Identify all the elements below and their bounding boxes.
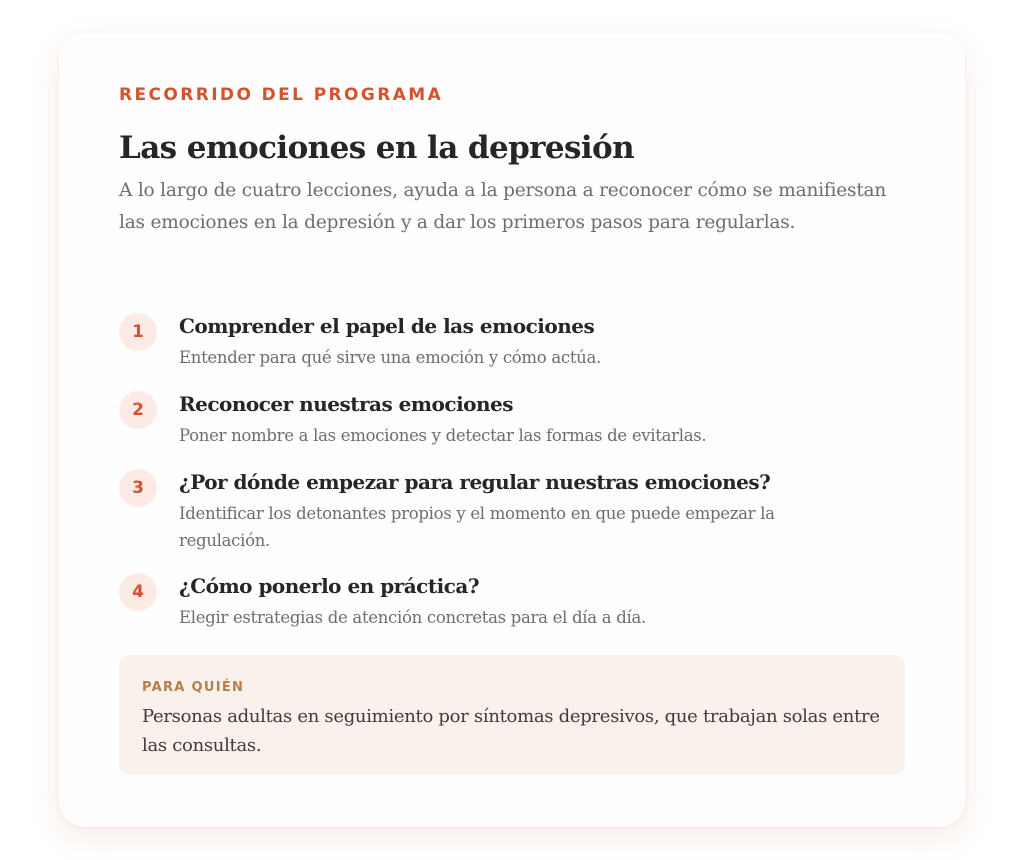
lesson-description: Entender para qué sirve una emoción y cómo actúa. [179, 348, 601, 367]
lesson-title: Comprender el papel de las emociones [179, 314, 595, 338]
lesson-title: ¿Por dónde empezar para regular nuestras emociones? [179, 470, 771, 494]
section-eyebrow: RECORRIDO DEL PROGRAMA [119, 85, 444, 105]
step-number-badge: 4 [119, 573, 157, 611]
step-number-badge: 1 [119, 313, 157, 351]
lesson-description: Elegir estrategias de atención concretas para el día a día. [179, 608, 646, 627]
step-number-badge: 2 [119, 391, 157, 429]
program-title: Las emociones en la depresión [119, 130, 635, 166]
audience-text: Personas adultas en seguimiento por síntomas depresivos, que trabajan solas entre las consultas. [142, 706, 880, 756]
lesson-description: Poner nombre a las emociones y detectar las formas de evitarlas. [179, 426, 707, 445]
step-number-badge: 3 [119, 469, 157, 507]
lesson-description: Identificar los detonantes propios y el momento en que puede empezar la regulación. [179, 504, 775, 550]
program-card [59, 33, 965, 827]
lesson-title: ¿Cómo ponerlo en práctica? [179, 574, 480, 598]
program-intro: A lo largo de cuatro lecciones, ayuda a la persona a reconocer cómo se manifiestan las emociones en la depresión y a dar los primeros pasos para regularlas. [119, 180, 887, 233]
lesson-title: Reconocer nuestras emociones [179, 392, 514, 416]
audience-label: PARA QUIÉN [142, 680, 245, 695]
audience-panel [119, 655, 905, 775]
